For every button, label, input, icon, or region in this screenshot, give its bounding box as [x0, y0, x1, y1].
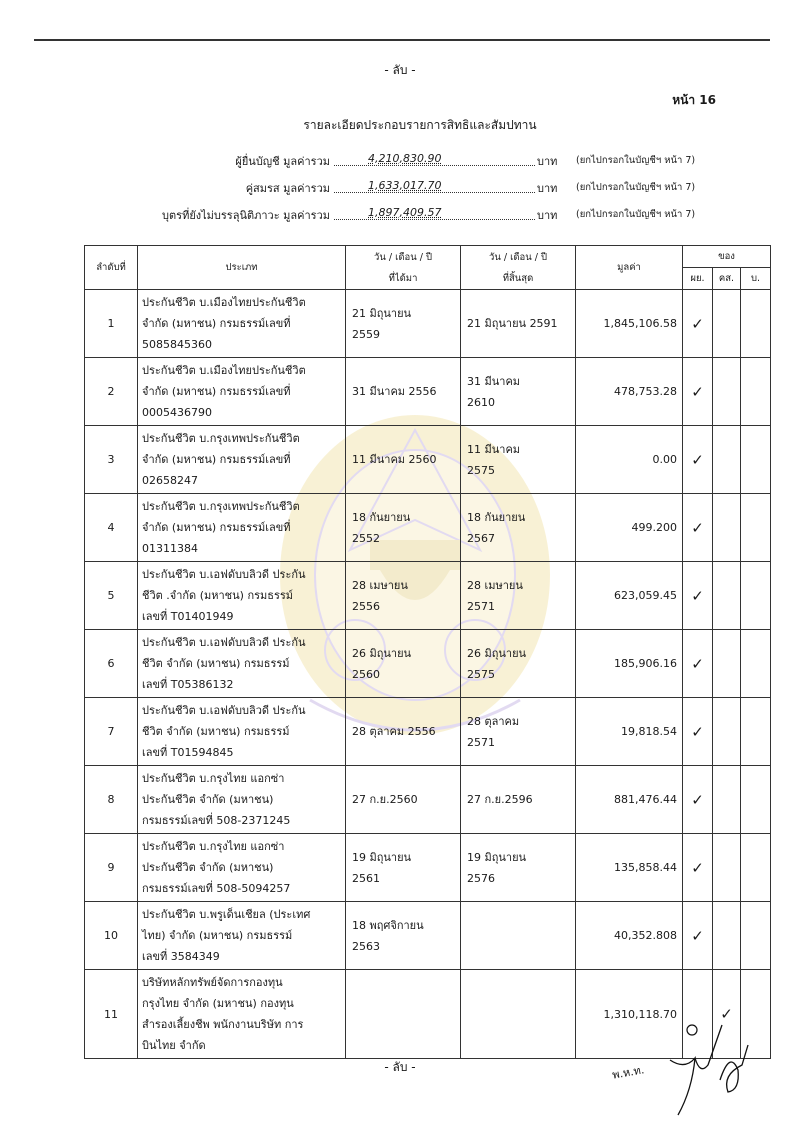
summary-note: (ยกไปกรอกในบัญชีฯ หน้า 7) — [576, 209, 696, 220]
cell-end-date — [461, 766, 576, 834]
header-type: ประเภท — [138, 246, 346, 290]
cell-owner-filer — [683, 698, 713, 766]
cell-type — [138, 766, 346, 834]
cell-owner-spouse — [713, 562, 741, 630]
start-line: 28 ตุลาคม 2556 — [352, 725, 436, 738]
cell-owner-spouse — [713, 358, 741, 426]
table-row — [85, 630, 771, 698]
header-owner: ของ — [683, 246, 771, 268]
cell-type — [138, 426, 346, 494]
cell-owner-filer — [683, 630, 713, 698]
summary-label: ผู้ยื่นบัญชี มูลค่ารวม — [235, 155, 330, 168]
end-line: 28 ตุลาคม — [467, 714, 520, 728]
type-line: กรุงไทย จำกัด (มหาชน) กองทุน — [142, 997, 294, 1010]
type-line: กรมธรรม์เลขที่ 508-2371245 — [142, 814, 291, 827]
start-line: 21 มิถุนายน — [352, 306, 412, 320]
start-line: 27 ก.ย.2560 — [352, 793, 418, 806]
cell-owner-child — [741, 766, 771, 834]
cell-owner-child — [741, 630, 771, 698]
type-line: กรมธรรม์เลขที่ 508-5094257 — [142, 882, 291, 895]
summary-unit: บาท — [537, 209, 558, 222]
cell-start-date — [346, 290, 461, 358]
cell-index: 3 — [85, 426, 138, 494]
start-line: 18 พฤศจิกายน — [352, 918, 424, 932]
type-line: เลขที่ T01401949 — [142, 610, 234, 623]
table-row — [85, 290, 771, 358]
type-line: เลขที่ T01594845 — [142, 746, 234, 759]
check-mark-icon: ✓ — [691, 790, 704, 809]
end-line: 2576 — [467, 871, 495, 885]
summary-row — [0, 179, 800, 197]
summary-value: 1,897,409.57 — [368, 206, 442, 219]
cell-index: 6 — [85, 630, 138, 698]
cell-owner-child — [741, 698, 771, 766]
cell-owner-child — [741, 562, 771, 630]
cell-owner-child — [741, 902, 771, 970]
cell-end-date — [461, 834, 576, 902]
cell-type — [138, 290, 346, 358]
cell-owner-filer — [683, 494, 713, 562]
cell-end-date — [461, 494, 576, 562]
table-row — [85, 562, 771, 630]
type-line: 02658247 — [142, 474, 198, 487]
start-line: 28 เมษายน — [352, 578, 408, 592]
cell-owner-spouse — [713, 834, 741, 902]
start-line: 2559 — [352, 327, 380, 341]
header-end-date — [461, 246, 576, 290]
cell-type — [138, 902, 346, 970]
page-number: หน้า 16 — [672, 93, 716, 107]
cell-start-date — [346, 426, 461, 494]
cell-owner-filer — [683, 358, 713, 426]
type-line: เลขที่ T05386132 — [142, 678, 234, 691]
check-mark-icon: ✓ — [691, 722, 704, 741]
cell-value: 1,845,106.58 — [576, 290, 683, 358]
type-line: ชีวิต จำกัด (มหาชน) กรมธรรม์ — [142, 725, 290, 738]
table-row — [85, 766, 771, 834]
table-row — [85, 494, 771, 562]
cell-owner-child — [741, 494, 771, 562]
type-line: ประกันชีวิต บ.เอฟดับบลิวดี ประกัน — [142, 636, 306, 649]
summary-note: (ยกไปกรอกในบัญชีฯ หน้า 7) — [576, 182, 696, 193]
cell-end-date — [461, 698, 576, 766]
cell-end-date — [461, 426, 576, 494]
signature-prefix: พ.ห.ท. — [611, 1063, 646, 1082]
start-line: 19 มิถุนายน — [352, 850, 412, 864]
header-start-line1: วัน / เดือน / ปี — [374, 251, 432, 263]
cell-owner-spouse — [713, 630, 741, 698]
cell-end-date — [461, 358, 576, 426]
cell-start-date — [346, 902, 461, 970]
start-line: 18 กันยายน — [352, 510, 411, 524]
cell-start-date — [346, 834, 461, 902]
end-line: 21 มิถุนายน 2591 — [467, 317, 558, 330]
cell-owner-spouse — [713, 494, 741, 562]
cell-start-date — [346, 970, 461, 1059]
cell-value: 1,310,118.70 — [576, 970, 683, 1059]
check-mark-icon: ✓ — [691, 654, 704, 673]
end-line: 28 เมษายน — [467, 578, 523, 592]
type-line: จำกัด (มหาชน) กรมธรรม์เลขที่ — [142, 385, 291, 398]
start-line: 2552 — [352, 531, 380, 545]
cell-end-date — [461, 562, 576, 630]
cell-value: 40,352.808 — [576, 902, 683, 970]
start-line: 11 มีนาคม 2560 — [352, 453, 437, 466]
cell-owner-filer — [683, 902, 713, 970]
type-line: จำกัด (มหาชน) กรมธรรม์เลขที่ — [142, 453, 291, 466]
cell-index: 1 — [85, 290, 138, 358]
cell-type — [138, 494, 346, 562]
type-line: ประกันชีวิต บ.เมืองไทยประกันชีวิต — [142, 364, 306, 377]
summary-value: 4,210,830.90 — [368, 152, 442, 165]
classification-footer: - ลับ - — [384, 1060, 416, 1074]
cell-start-date — [346, 766, 461, 834]
cell-index: 11 — [85, 970, 138, 1059]
end-line: 18 กันยายน — [467, 510, 526, 524]
end-line: 26 มิถุนายน — [467, 646, 527, 660]
end-line: 2575 — [467, 667, 495, 681]
cell-value: 19,818.54 — [576, 698, 683, 766]
cell-index: 9 — [85, 834, 138, 902]
type-line: ประกันชีวิต บ.กรุงเทพประกันชีวิต — [142, 500, 300, 513]
end-line: 2575 — [467, 463, 495, 477]
header-owner-child: บ. — [741, 268, 771, 290]
check-mark-icon: ✓ — [691, 518, 704, 537]
summary-row — [0, 206, 800, 224]
cell-value: 0.00 — [576, 426, 683, 494]
cell-start-date — [346, 358, 461, 426]
check-mark-icon: ✓ — [691, 586, 704, 605]
summary-unit: บาท — [537, 182, 558, 195]
cell-start-date — [346, 494, 461, 562]
cell-end-date — [461, 630, 576, 698]
type-line: ชีวิต .จำกัด (มหาชน) กรมธรรม์ — [142, 589, 294, 602]
cell-value: 499.200 — [576, 494, 683, 562]
summary-label: คู่สมรส มูลค่ารวม — [245, 182, 330, 195]
cell-index: 5 — [85, 562, 138, 630]
cell-owner-spouse — [713, 698, 741, 766]
end-line: 11 มีนาคม — [467, 442, 521, 456]
cell-value: 623,059.45 — [576, 562, 683, 630]
cell-end-date — [461, 902, 576, 970]
cell-value: 135,858.44 — [576, 834, 683, 902]
type-line: ประกันชีวิต บ.เมืองไทยประกันชีวิต — [142, 296, 306, 309]
type-line: ประกันชีวิต บ.กรุงไทย แอกซ่า — [142, 840, 285, 853]
cell-owner-child — [741, 290, 771, 358]
table-row — [85, 358, 771, 426]
cell-owner-spouse — [713, 290, 741, 358]
cell-index: 7 — [85, 698, 138, 766]
header-end-line1: วัน / เดือน / ปี — [489, 251, 547, 263]
end-line: 19 มิถุนายน — [467, 850, 527, 864]
cell-owner-child — [741, 834, 771, 902]
check-mark-icon: ✓ — [720, 1005, 733, 1023]
summary-row — [0, 152, 800, 170]
type-line: ชีวิต จำกัด (มหาชน) กรมธรรม์ — [142, 657, 290, 670]
end-line: 27 ก.ย.2596 — [467, 793, 533, 806]
start-line: 2561 — [352, 871, 380, 885]
cell-value: 881,476.44 — [576, 766, 683, 834]
cell-owner-child — [741, 426, 771, 494]
type-line: 5085845360 — [142, 338, 212, 351]
table-row — [85, 426, 771, 494]
cell-value: 185,906.16 — [576, 630, 683, 698]
type-line: บินไทย จำกัด — [142, 1039, 206, 1052]
end-line: 2610 — [467, 395, 495, 409]
rights-table — [84, 245, 771, 1059]
header-value: มูลค่า — [576, 246, 683, 290]
end-line: 2571 — [467, 599, 495, 613]
end-line: 31 มีนาคม — [467, 374, 521, 388]
type-line: ประกันชีวิต บ.กรุงเทพประกันชีวิต — [142, 432, 300, 445]
header-owner-filer: ผย. — [683, 268, 713, 290]
cell-value: 478,753.28 — [576, 358, 683, 426]
check-mark-icon: ✓ — [691, 314, 704, 333]
cell-start-date — [346, 630, 461, 698]
header-owner-spouse: คส. — [713, 268, 741, 290]
check-mark-icon: ✓ — [691, 858, 704, 877]
summary-note: (ยกไปกรอกในบัญชีฯ หน้า 7) — [576, 155, 696, 166]
type-line: ประกันชีวิต บ.เอฟดับบลิวดี ประกัน — [142, 568, 306, 581]
cell-owner-child — [741, 358, 771, 426]
type-line: 01311384 — [142, 542, 198, 555]
cell-owner-filer — [683, 766, 713, 834]
cell-type — [138, 834, 346, 902]
type-line: ประกันชีวิต บ.กรุงไทย แอกซ่า — [142, 772, 285, 785]
cell-start-date — [346, 562, 461, 630]
end-line: 2567 — [467, 531, 495, 545]
table-row — [85, 834, 771, 902]
start-line: 2560 — [352, 667, 380, 681]
cell-start-date — [346, 698, 461, 766]
header-end-line2: ที่สิ้นสุด — [502, 272, 534, 284]
cell-owner-filer — [683, 426, 713, 494]
check-mark-icon: ✓ — [691, 926, 704, 945]
check-mark-icon: ✓ — [691, 450, 704, 469]
header-start-line2: ที่ได้มา — [388, 272, 418, 284]
cell-type — [138, 562, 346, 630]
start-line: 2563 — [352, 939, 380, 953]
type-line: ไทย) จำกัด (มหาชน) กรมธรรม์ — [142, 929, 293, 942]
summary-value: 1,633,017.70 — [368, 179, 442, 192]
type-line: ประกันชีวิต บ.เอฟดับบลิวดี ประกัน — [142, 704, 306, 717]
type-line: บริษัทหลักทรัพย์จัดการกองทุน — [142, 976, 283, 989]
cell-index: 10 — [85, 902, 138, 970]
start-line: 26 มิถุนายน — [352, 646, 412, 660]
table-row — [85, 698, 771, 766]
type-line: สำรองเลี้ยงชีพ พนักงานบริษัท การ — [142, 1018, 304, 1031]
table-row — [85, 902, 771, 970]
page-title: รายละเอียดประกอบรายการสิทธิและสัมปทาน — [303, 118, 537, 132]
type-line: เลขที่ 3584349 — [142, 950, 220, 963]
start-line: 2556 — [352, 599, 380, 613]
type-line: ประกันชีวิต จำกัด (มหาชน) — [142, 793, 274, 806]
cell-type — [138, 970, 346, 1059]
header-index: ลำดับที่ — [85, 246, 138, 290]
cell-type — [138, 630, 346, 698]
cell-type — [138, 358, 346, 426]
type-line: ประกันชีวิต บ.พรูเด็นเชียล (ประเทศ — [142, 908, 311, 921]
cell-end-date — [461, 970, 576, 1059]
signature-icon — [600, 1020, 770, 1120]
cell-owner-spouse — [713, 426, 741, 494]
cell-owner-spouse — [713, 902, 741, 970]
cell-owner-filer — [683, 290, 713, 358]
top-rule — [34, 39, 770, 41]
classification-header: - ลับ - — [384, 63, 416, 77]
end-line: 2571 — [467, 735, 495, 749]
summary-unit: บาท — [537, 155, 558, 168]
type-line: จำกัด (มหาชน) กรมธรรม์เลขที่ — [142, 317, 291, 330]
check-mark-icon: ✓ — [691, 382, 704, 401]
summary-label: บุตรที่ยังไม่บรรลุนิติภาวะ มูลค่ารวม — [162, 209, 330, 222]
cell-end-date — [461, 290, 576, 358]
cell-owner-filer — [683, 562, 713, 630]
type-line: จำกัด (มหาชน) กรมธรรม์เลขที่ — [142, 521, 291, 534]
header-start-date — [346, 246, 461, 290]
type-line: ประกันชีวิต จำกัด (มหาชน) — [142, 861, 274, 874]
type-line: 0005436790 — [142, 406, 212, 419]
cell-type — [138, 698, 346, 766]
cell-index: 2 — [85, 358, 138, 426]
start-line: 31 มีนาคม 2556 — [352, 385, 437, 398]
cell-owner-filer — [683, 834, 713, 902]
cell-index: 8 — [85, 766, 138, 834]
cell-owner-spouse — [713, 766, 741, 834]
cell-index: 4 — [85, 494, 138, 562]
